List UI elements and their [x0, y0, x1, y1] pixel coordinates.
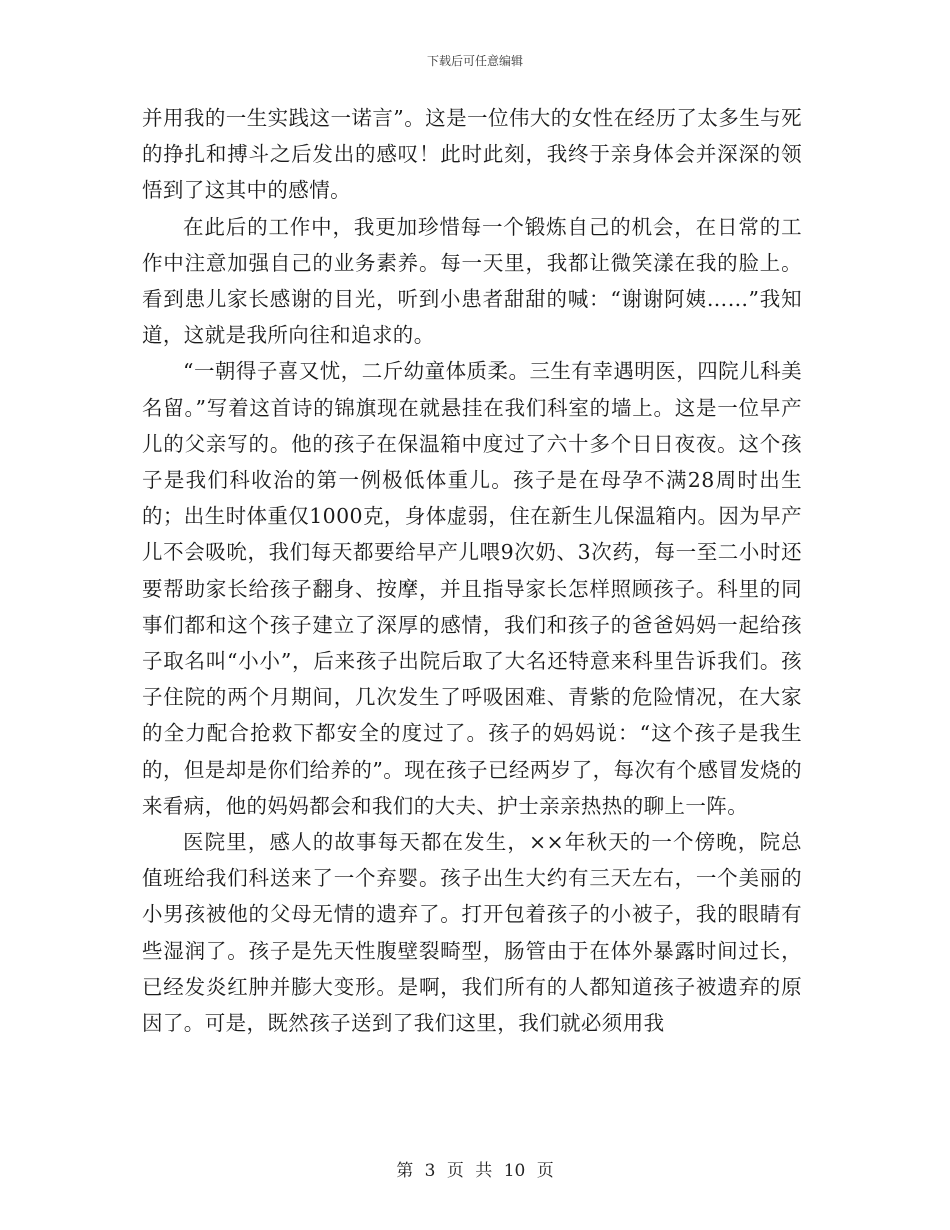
paragraph-1: 并用我的一生实践这一诺言”。这是一位伟大的女性在经历了太多生与死的挣扎和搏斗之后发出的感叹！此时此刻，我终于亲身体会并深深的领悟到了这其中的感情。 [142, 106, 802, 203]
paragraph-3: “一朝得子喜又忧，二斤幼童体质柔。三生有幸遇明医，四院儿科美名留。”写着这首诗的锦旗现在就悬挂在我们科室的墙上。这是一位早产儿的父亲写的。他的孩子在保温箱中度过了六十多个日日夜夜。这个孩子是我们科收治的第一例极低体重儿。孩子是在母孕不满28周时出生的；出生时体重仅1000克，身体虚弱，住在新生儿保温箱内。因为早产儿不会吸吮，我们每天都要给早产儿喂9次奶、3次药，每一至二小时还要帮助家长给孩子翻身、按摩，并且指导家长怎样照顾孩子。科里的同事们都和这个孩子建立了深厚的感情，我们和孩子的爸爸妈妈一起给孩子取名叫“小小”，后来孩子出院后取了大名还特意来科里告诉我们。孩子住院的两个月期间，几次发生了呼吸困难、青紫的危险情况，在大家的全力配合抢救下都安全的度过了。孩子的妈妈说：“这个孩子是我生的，但是却是你们给养的”。现在孩子已经两岁了，每次有个感冒发烧的来看病，他的妈妈都会和我们的大夫、护士亲亲热热的聊上一阵。 [142, 359, 802, 818]
paragraph-2: 在此后的工作中，我更加珍惜每一个锻炼自己的机会，在日常的工作中注意加强自己的业务素养。每一天里，我都让微笑漾在我的脸上。看到患儿家长感谢的目光，听到小患者甜甜的喊：“谢谢阿姨……”我知道，这就是我所向往和追求的。 [142, 214, 802, 348]
page-number-footer: 第 3 页 共 10 页 [396, 1161, 554, 1181]
document-body [142, 100, 802, 1041]
paragraph-4: 医院里，感人的故事每天都在发生，××年秋天的一个傍晚，院总值班给我们科送来了一个弃婴。孩子出生大约有三天左右，一个美丽的小男孩被他的父母无情的遗弃了。打开包着孩子的小被子，我的眼睛有些湿润了。孩子是先天性腹壁裂畸型，肠管由于在体外暴露时间过长，已经发炎红肿并膨大变形。是啊，我们所有的人都知道孩子被遗弃的原因了。可是，既然孩子送到了我们这里，我们就必须用我 [142, 830, 802, 1036]
page-header: 下载后可任意编辑 [426, 54, 523, 68]
